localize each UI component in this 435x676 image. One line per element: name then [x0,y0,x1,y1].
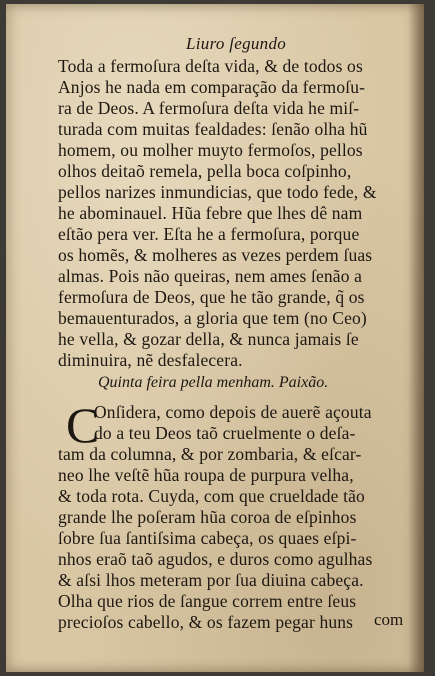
text-line: olhos deitaõ remela, pella boca coſpinho, [58,161,352,181]
catchword: com [374,610,404,629]
text-line: bemauenturados, a gloria que tem (no Ceo) [58,308,367,328]
page-gutter-shadow [408,4,424,672]
text-line: ra de Deos. A fermoſura deſta vida he miſ- [58,98,360,118]
drop-capital: C [66,397,100,453]
section-title: Quinta feira pella menham. Paixão. [98,374,329,391]
text-line: nhos eraõ taõ agudos, e duros como agulhas [58,549,373,569]
text-line: Onſidera, como depois de auerẽ açouta [94,402,372,422]
text-line: tam da columna, & por zombaria, & eſcar- [58,444,362,464]
text-line: Toda a fermoſura deſta vida, & de todos os [58,56,363,76]
running-head: Liuro ſegundo [186,34,287,53]
text-line: & aſsi lhos meteram por ſua diuina cabeça. [58,570,364,590]
text-line: homem, ou molher muyto fermoſos, pellos [58,140,363,160]
text-line: pellos narizes inmundicias, que todo fede, & [58,182,377,202]
text-line: eſtão pera ver. Eſta he a fermoſura, porque [58,224,360,244]
text-line: precioſos cabello, & os fazem pegar huns [58,612,354,632]
text-line: he vella, & gozar della, & nunca jamais ſe [58,329,359,349]
text-line: he abominauel. Hũa febre que lhes dê nam [58,203,363,223]
text-line: neo lhe veſtẽ hũa roupa de purpura velha, [58,465,354,485]
text-line: turada com muitas fealdades: ſenão olha hũ [58,119,368,139]
text-line: grande lhe poſeram hũa coroa de eſpinhos [58,507,357,527]
text-line: fermoſura de Deos, que he tão grande, q̃ os [58,287,365,307]
text-line: do a teu Deos taõ cruelmente o deſa- [94,423,356,443]
text-line: & toda rota. Cuyda, com que crueldade tão [58,486,365,506]
text-line: almas. Pois não queiras, nem ames ſenão a [58,266,363,286]
text-line: diminuira, nẽ desfalecera. [58,350,243,370]
text-line: ſobre ſua ſantiſsima cabeça, os quaes eſpi- [58,528,357,548]
text-line: Anjos he nada em comparação da fermoſu- [58,77,366,97]
book-page [6,4,424,672]
text-line: Olha que rios de ſangue correm entre ſeus [58,591,357,611]
text-line: os homẽs, & molheres as vezes perdem ſuas [58,245,373,265]
